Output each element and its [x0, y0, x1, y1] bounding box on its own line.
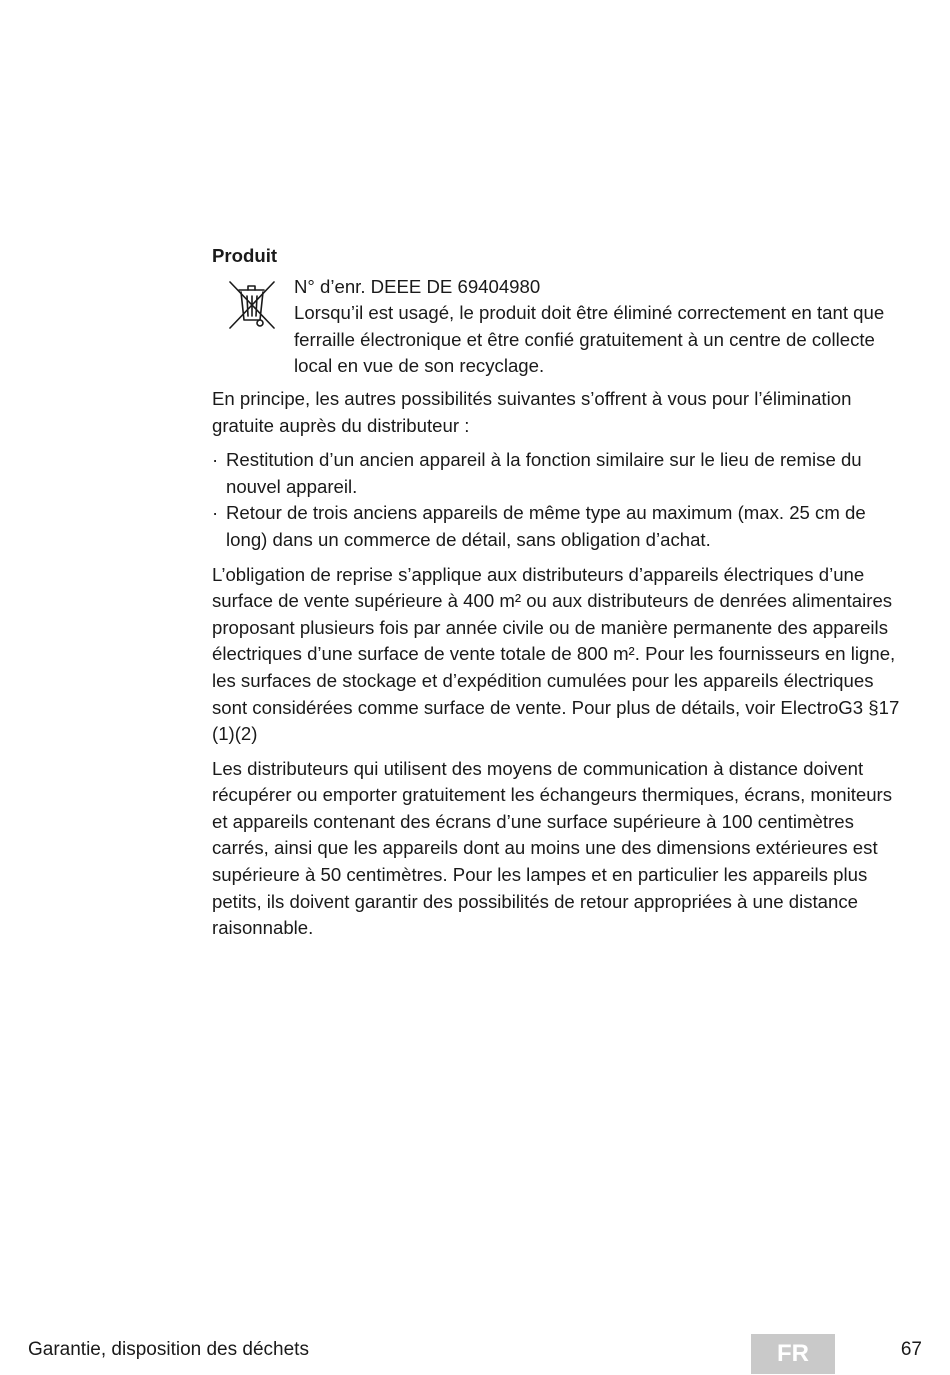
disposal-instruction: Lorsqu’il est usagé, le produit doit être éliminé correctement en tant que ferraille électronique et être confié gratuitement à un centre de collecte local en vue de son recyclage. — [294, 302, 885, 377]
return-options-list — [212, 447, 912, 553]
page-number: 67 — [900, 1339, 922, 1360]
page-footer — [0, 1330, 950, 1374]
list-item — [212, 500, 912, 553]
obligation-paragraph: L’obligation de reprise s’applique aux distributeurs d’appareils électriques d’une surface de vente supérieure à 400 m² ou aux distributeurs de denrées alimentaires proposant plusieurs fois par année civile ou de manière permanente des appareils électriques d’une surface de vente totale de 800 m². Pour les fournisseurs en ligne, les surfaces de stockage et d’expédition cumulées pour les appareils électriques sont considérées comme surface de vente. Pour plus de détails, voir ElectroG3 §17 (1)(2) — [212, 563, 900, 745]
document-content — [212, 243, 912, 950]
distance-sellers-paragraph: Les distributeurs qui utilisent des moyens de communication à distance doivent récupérer ou emporter gratuitement les échangeurs thermiques, écrans, moniteurs et appareils contenant des écrans d’une surface supérieure à 100 centimètres carrés, ainsi que les appareils dont au moins une des dimensions extérieures est supérieure à 50 centimètres. Pour les lampes et en particulier les appareils plus petits, ils doivent garantir des possibilités de retour appropriées à une distance raisonnable. — [212, 757, 893, 939]
list-item — [212, 447, 912, 500]
intro-paragraph: En principe, les autres possibilités suivantes s’offrent à vous pour l’élimination gratuite auprès du distributeur : — [212, 387, 852, 436]
weee-crossed-bin-icon — [226, 278, 280, 332]
bullet-glyph: · — [212, 449, 219, 471]
section-heading: Produit — [212, 245, 278, 266]
product-info — [212, 274, 912, 380]
bullet-glyph: · — [212, 502, 219, 524]
product-text — [294, 274, 912, 380]
footer-title: Garantie, disposition des déchets — [28, 1339, 309, 1360]
language-badge: FR — [751, 1334, 835, 1374]
list-item-text: Retour de trois anciens appareils de même type au maximum (max. 25 cm de long) dans un commerce de détail, sans obligation d’achat. — [226, 502, 866, 550]
list-item-text: Restitution d’un ancien appareil à la fonction similaire sur le lieu de remise du nouvel appareil. — [226, 449, 862, 497]
weee-registration-number: N° d’enr. DEEE DE 69404980 — [294, 275, 541, 297]
